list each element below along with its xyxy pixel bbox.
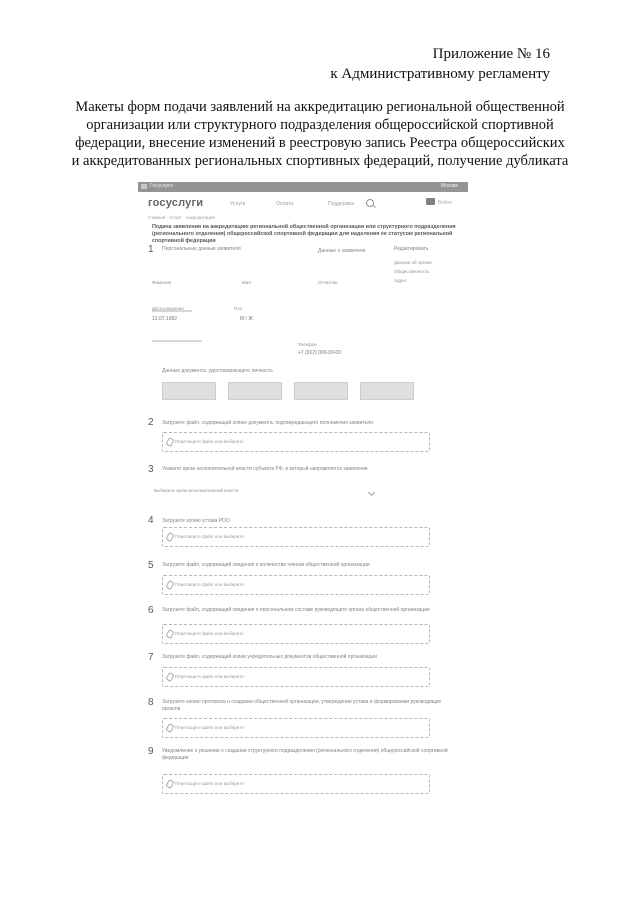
step-number: 2 (148, 417, 154, 428)
step-title: Персональные данные заявителя (162, 246, 241, 252)
nav-payment[interactable]: Оплата (276, 201, 294, 207)
document-title-line: организации или структурного подразделения общероссийской спортивной (86, 117, 554, 133)
step-number: 5 (148, 560, 154, 571)
step-title: Загрузите файл, содержащий сведения о количестве членов общественной организации (162, 562, 370, 568)
paperclip-icon (165, 723, 174, 733)
nav-support[interactable]: Поддержка (328, 201, 355, 207)
field-label-surname: Фамилия (152, 280, 172, 285)
document-title-line: Макеты форм подачи заявлений на аккредитацию региональной общественной (75, 99, 565, 115)
step-number: 4 (148, 515, 154, 526)
birthdate-value: 12.07.1982 (152, 316, 178, 322)
step-title: Загрузите файл, содержащий копии учредительных документов общественной организации (162, 654, 377, 660)
id-document-title: Данные документа, удостоверяющего личность (162, 368, 273, 374)
applicant-data-line: Данные об органе (394, 260, 432, 265)
file-upload-zone[interactable] (162, 774, 430, 794)
document-title-line: федерации, внесение изменений в реестровую запись Реестра общероссийских (75, 135, 565, 151)
step-title: Загрузите копию устава РОО (162, 518, 230, 524)
form-mockup-scan (138, 182, 468, 822)
step-title: Загрузите файл, содержащий сведения о персональном составе руководящего органа общественной организации (162, 607, 430, 613)
login-link[interactable]: Войти (438, 200, 452, 206)
paperclip-icon (165, 532, 174, 542)
upload-hint: Перетащите файл или выберите (175, 534, 244, 539)
paperclip-icon (165, 437, 174, 447)
document-title-line: и аккредитованных региональных спортивных федераций, получение дубликата (71, 153, 569, 169)
portal-topbar (138, 182, 468, 192)
file-upload-zone[interactable] (162, 527, 430, 547)
upload-hint: Перетащите файл или выберите (175, 582, 244, 587)
id-document-tile[interactable] (360, 382, 414, 400)
applicant-data-line: Адрес (394, 278, 407, 283)
appendix-number: Приложение № 16 (432, 46, 550, 62)
page-title: Подача заявления на аккредитацию региональной общественной организации или структурного подразделения (регионального отделения) общероссийской спортивной федерации для наделения ее статусом региональной спортивной федерации (152, 224, 456, 244)
field-label-name: Имя (242, 280, 251, 285)
step-number: 7 (148, 652, 154, 663)
file-upload-zone[interactable] (162, 718, 430, 738)
step-number: 8 (148, 697, 154, 708)
appendix-reference: к Административному регламенту (330, 66, 550, 82)
region-selector[interactable]: Москва (440, 183, 458, 189)
edit-link[interactable]: Редактировать (394, 246, 429, 252)
step-number: 3 (148, 464, 154, 475)
appendix-heading (330, 44, 550, 84)
phone-value: +7 (912) 000-00-00 (298, 350, 341, 356)
id-document-tile[interactable] (162, 382, 216, 400)
applicant-data-line: Общественность (394, 269, 430, 274)
step-title: Загрузите файл, содержащий копию документа, подтверждающего полномочия заявителя (162, 420, 373, 426)
field-placeholder (152, 340, 202, 342)
paperclip-icon (165, 672, 174, 682)
authority-select[interactable] (154, 488, 374, 500)
id-document-tile[interactable] (228, 382, 282, 400)
paperclip-icon (165, 629, 174, 639)
chevron-down-icon[interactable] (368, 489, 375, 496)
upload-hint: Перетащите файл или выберите (175, 781, 244, 786)
step-title: Загрузите копию протокола о создании общественной организации, утверждении устава и формировании руководящих органов (162, 699, 442, 712)
step-number: 6 (148, 605, 154, 616)
user-icon[interactable] (426, 198, 435, 205)
nav-services[interactable]: Услуги (230, 201, 246, 207)
gender-radio[interactable]: М / Ж (240, 316, 253, 322)
step-number: 9 (148, 746, 154, 757)
upload-hint: Перетащите файл или выберите (175, 674, 244, 679)
document-title (40, 98, 600, 170)
portal-header (138, 194, 468, 214)
file-upload-zone[interactable] (162, 667, 430, 687)
flag-icon (141, 184, 147, 189)
file-upload-zone[interactable] (162, 575, 430, 595)
file-upload-zone[interactable] (162, 432, 430, 452)
gosuslugi-logo[interactable]: госуслуги (148, 197, 204, 209)
file-upload-zone[interactable] (162, 624, 430, 644)
select-value: Выберите орган исполнительной власти (154, 488, 239, 493)
paperclip-icon (165, 779, 174, 789)
topbar-label: Госуслуги (150, 183, 173, 189)
id-document-tile[interactable] (294, 382, 348, 400)
upload-hint: Перетащите файл или выберите (175, 439, 244, 444)
applicant-data-title: Данные о заявителе (318, 248, 366, 254)
step-title: Укажите орган исполнительной власти субъекта РФ, в который направляется заявление (162, 466, 368, 472)
field-label-patronymic: Отчество (318, 280, 338, 285)
upload-hint: Перетащите файл или выберите (175, 631, 244, 636)
upload-hint: Перетащите файл или выберите (175, 725, 244, 730)
step-number: 1 (148, 244, 154, 255)
step-title: Уведомление о решении о создании структурного подразделения (регионального отделения) общероссийской спортивной федерации (162, 748, 448, 761)
search-icon[interactable] (366, 199, 374, 207)
field-label-phone: Телефон (298, 342, 317, 347)
field-label-birthdate: Дата рождения (152, 306, 184, 311)
breadcrumb[interactable]: Главная · Спорт · Аккредитация (148, 215, 215, 220)
paperclip-icon (165, 580, 174, 590)
field-label-gender: Пол (234, 306, 243, 311)
